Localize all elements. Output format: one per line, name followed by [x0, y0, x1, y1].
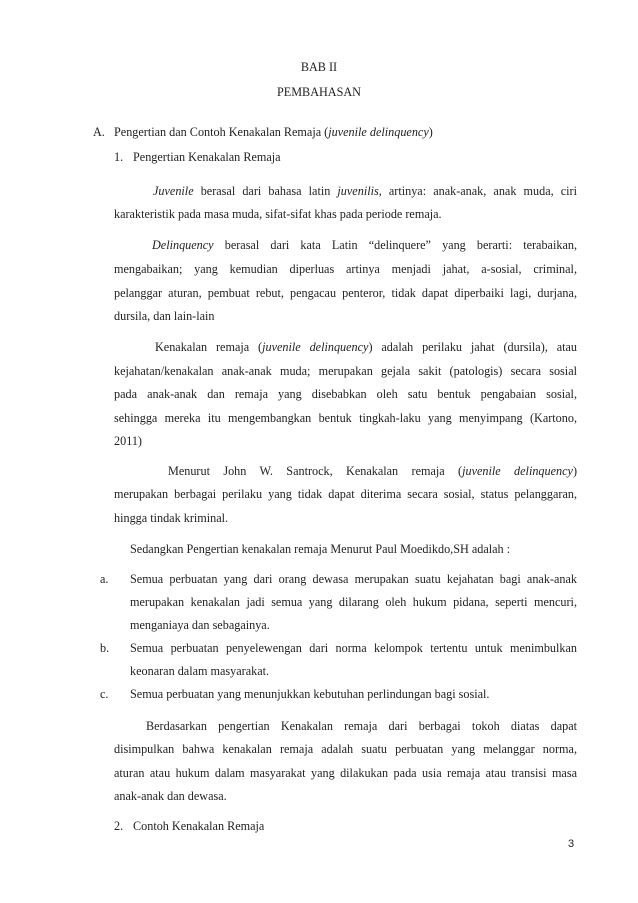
subsection-2-title: Contoh Kenakalan Remaja [133, 819, 265, 833]
list-item-line: Semua perbuatan yang menunjukkan kebutuhan perlindungan bagi sosial. [130, 687, 490, 701]
subsection-1-marker: 1. [114, 150, 124, 164]
paragraph-3-line: sehingga mereka itu mengembangkan bentuk tingkah-laku yang menyimpang (Kartono, [114, 411, 577, 425]
section-a-marker: A. [93, 125, 105, 139]
paragraph-3-line: Kenakalan remaja (juvenile delinquency) adalah perilaku jahat (dursila), atau [155, 340, 578, 354]
paragraph-4-line: merupakan berbagai perilaku yang tidak dapat diterima secara sosial, status pelanggaran, [114, 487, 577, 501]
paragraph-2-line: mengabaikan; yang kemudian diperluas artinya menjadi jahat, a-sosial, criminal, [114, 262, 577, 276]
paragraph-6-line: Berdasarkan pengertian Kenakalan remaja dari berbagai tokoh diatas dapat [146, 719, 577, 733]
list-item-line: Semua perbuatan yang dari orang dewasa merupakan suatu kejahatan bagi anak-anak [130, 572, 577, 586]
paragraph-2-line: Delinquency berasal dari kata Latin “delinquere” yang berarti: terabaikan, [152, 238, 577, 252]
paragraph-6-line: aturan atau hukum dalam masyarakat yang dilakukan pada usia remaja atau transisi masa [114, 766, 577, 780]
list-item-line: menganiaya dan sebagainya. [130, 618, 270, 632]
paragraph-2-line: pelanggar aturan, pembuat rebut, pengacau penteror, tidak dapat diperbaiki lagi, durjana, [114, 286, 577, 300]
paragraph-3-line: pada anak-anak dan remaja yang disebabkan oleh satu bentuk pengabaian sosial, [114, 387, 577, 401]
list-item-line: merupakan kenakalan jadi semua yang dilarang oleh hukum pidana, seperti mencuri, [130, 595, 577, 609]
paragraph-6-line: disimpulkan bahwa kenakalan remaja adalah suatu perbuatan yang melanggar norma, [114, 742, 577, 756]
subsection-2-marker: 2. [114, 819, 124, 833]
list-item-line: keonaran dalam masyarakat. [130, 664, 270, 678]
list-item-marker: b. [100, 641, 110, 655]
paragraph-4-line: Menurut John W. Santrock, Kenakalan remaja (juvenile delinquency) [168, 464, 577, 478]
paragraph-2-line: dursila, dan lain-lain [114, 309, 215, 323]
chapter-label: BAB II [300, 60, 338, 74]
paragraph-3-line: 2011) [114, 434, 142, 448]
list-item-marker: c. [100, 687, 109, 701]
page-number: 3 [568, 838, 575, 850]
paragraph-3-line: kejahatan/kenakalan anak-anak muda; merupakan gejala sakit (patologis) secara sosial [114, 364, 577, 378]
paragraph-1-line: Juvenile berasal dari bahasa latin juvenilis, artinya: anak-anak, anak muda, ciri [153, 184, 578, 198]
list-item-line: Semua perbuatan penyelewengan dari norma kelompok tertentu untuk menimbulkan [130, 641, 577, 655]
paragraph-1-line: karakteristik pada masa muda, sifat-sifat khas pada periode remaja. [114, 207, 442, 221]
section-a-title: Pengertian dan Contoh Kenakalan Remaja (juvenile delinquency) [114, 125, 433, 139]
chapter-title: PEMBAHASAN [277, 85, 361, 99]
paragraph-4-line: hingga tindak kriminal. [114, 511, 229, 525]
list-item-marker: a. [100, 572, 109, 586]
subsection-1-title: Pengertian Kenakalan Remaja [133, 150, 281, 164]
paragraph-6-line: anak-anak dan dewasa. [114, 789, 227, 803]
paragraph-5: Sedangkan Pengertian kenakalan remaja Menurut Paul Moedikdo,SH adalah : [130, 542, 511, 556]
